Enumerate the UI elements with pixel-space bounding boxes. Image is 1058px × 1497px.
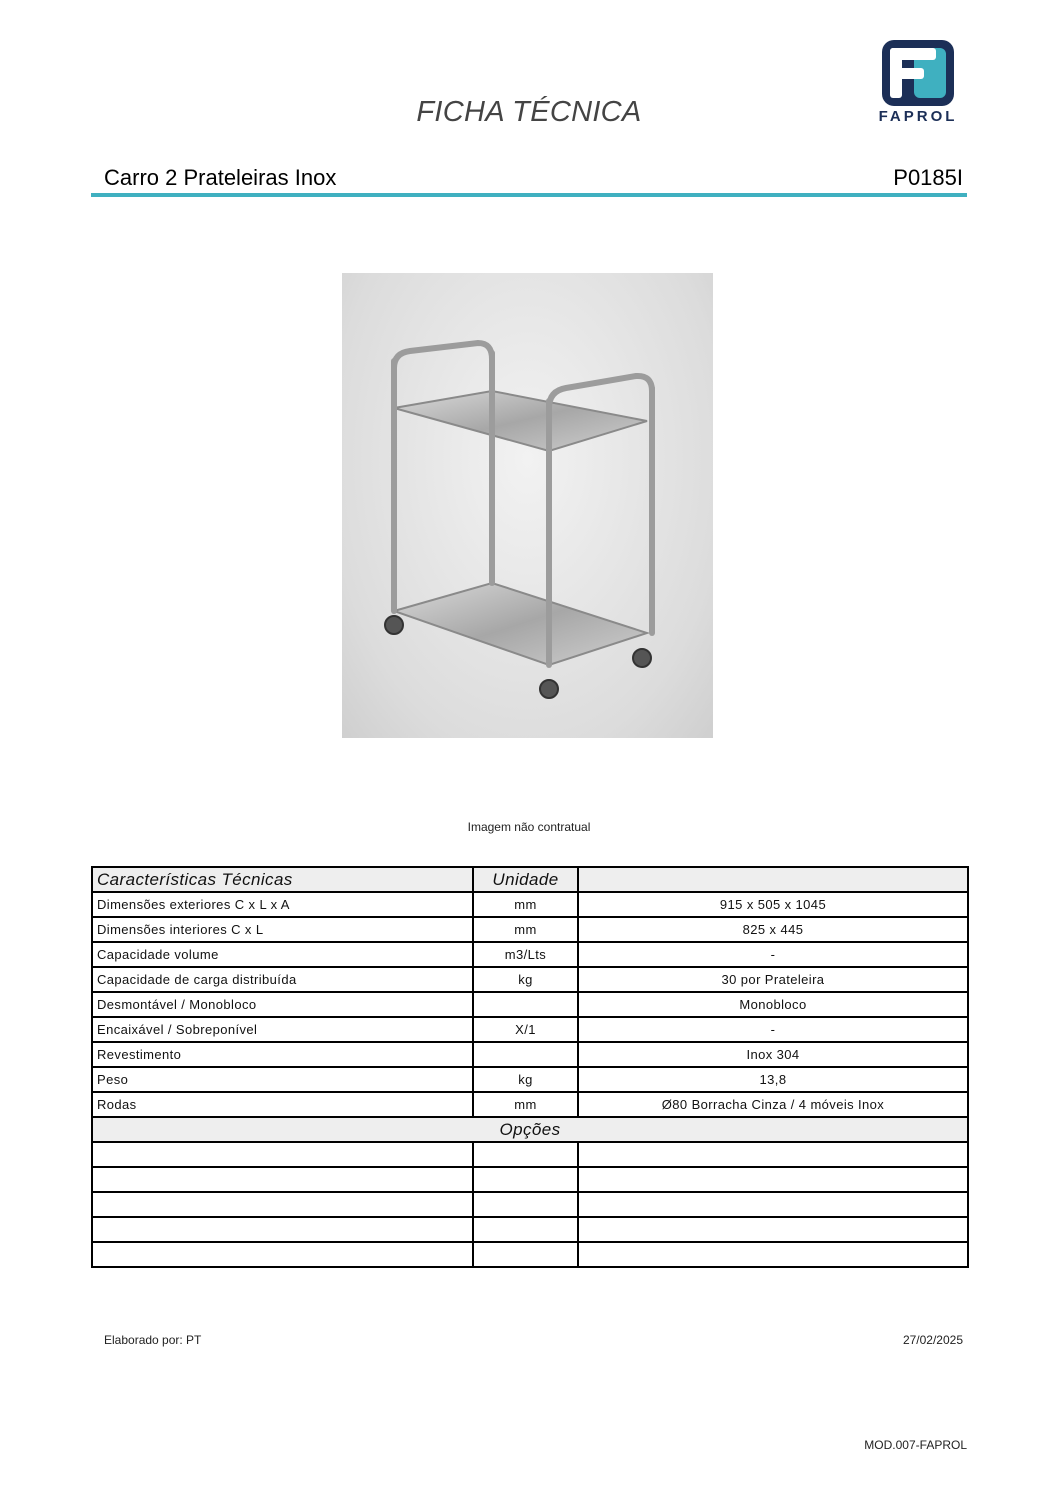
- image-caption: Imagem não contratual: [467, 820, 591, 834]
- row-label: Capacidade volume: [92, 942, 473, 967]
- table-row: [92, 1017, 968, 1042]
- option-label: [92, 1142, 473, 1167]
- option-label: [92, 1192, 473, 1217]
- table-row: [92, 1042, 968, 1067]
- table-row: [92, 917, 968, 942]
- row-label: Encaixável / Sobreponível: [92, 1017, 473, 1042]
- row-unit: mm: [473, 917, 578, 942]
- row-unit: mm: [473, 892, 578, 917]
- option-unit: [473, 1217, 578, 1242]
- header-characteristics: Características Técnicas: [92, 867, 473, 892]
- row-value: -: [578, 1017, 968, 1042]
- table-row: [92, 1067, 968, 1092]
- table-row: [92, 892, 968, 917]
- option-value: [578, 1167, 968, 1192]
- specifications-table: [91, 866, 969, 1268]
- table-row: [92, 1092, 968, 1117]
- row-label: Revestimento: [92, 1042, 473, 1067]
- row-label: Dimensões exteriores C x L x A: [92, 892, 473, 917]
- faprol-logo: [868, 38, 968, 130]
- option-unit: [473, 1192, 578, 1217]
- row-unit: mm: [473, 1092, 578, 1117]
- option-row: [92, 1142, 968, 1167]
- row-label: Rodas: [92, 1092, 473, 1117]
- option-row: [92, 1217, 968, 1242]
- product-code: P0185I: [893, 165, 963, 190]
- row-value: 915 x 505 x 1045: [578, 892, 968, 917]
- brand-name: FAPROL: [878, 108, 958, 125]
- header-divider: [91, 193, 967, 197]
- row-unit: kg: [473, 1067, 578, 1092]
- header-value: [578, 867, 968, 892]
- row-unit: [473, 992, 578, 1017]
- option-row: [92, 1167, 968, 1192]
- option-unit: [473, 1142, 578, 1167]
- option-value: [578, 1242, 968, 1267]
- option-label: [92, 1242, 473, 1267]
- option-unit: [473, 1242, 578, 1267]
- row-value: 30 por Prateleira: [578, 967, 968, 992]
- row-unit: [473, 1042, 578, 1067]
- table-header-row: [92, 867, 968, 892]
- row-value: Ø80 Borracha Cinza / 4 móveis Inox: [578, 1092, 968, 1117]
- prepared-by: Elaborado por: PT: [104, 1333, 202, 1347]
- row-unit: kg: [473, 967, 578, 992]
- row-label: Dimensões interiores C x L: [92, 917, 473, 942]
- model-reference: MOD.007-FAPROL: [864, 1438, 967, 1452]
- table-row: [92, 992, 968, 1017]
- row-value: 13,8: [578, 1067, 968, 1092]
- row-value: 825 x 445: [578, 917, 968, 942]
- product-name: Carro 2 Prateleiras Inox: [104, 165, 337, 190]
- option-label: [92, 1217, 473, 1242]
- product-photo: [342, 273, 713, 738]
- row-label: Peso: [92, 1067, 473, 1092]
- option-label: [92, 1167, 473, 1192]
- option-row: [92, 1242, 968, 1267]
- row-unit: X/1: [473, 1017, 578, 1042]
- option-value: [578, 1192, 968, 1217]
- faprol-logo-mark-icon: [868, 38, 968, 108]
- header-unit: Unidade: [473, 867, 578, 892]
- table-row: [92, 942, 968, 967]
- table-row: [92, 967, 968, 992]
- document-title: FICHA TÉCNICA: [416, 96, 642, 128]
- row-value: Monobloco: [578, 992, 968, 1017]
- option-value: [578, 1217, 968, 1242]
- row-label: Capacidade de carga distribuída: [92, 967, 473, 992]
- row-value: -: [578, 942, 968, 967]
- option-unit: [473, 1167, 578, 1192]
- option-value: [578, 1142, 968, 1167]
- options-header-row: [92, 1117, 968, 1142]
- document-date: 27/02/2025: [902, 1333, 963, 1347]
- option-row: [92, 1192, 968, 1217]
- options-title: Opções: [92, 1117, 968, 1142]
- row-unit: m3/Lts: [473, 942, 578, 967]
- row-value: Inox 304: [578, 1042, 968, 1067]
- trolley-illustration: [342, 273, 713, 738]
- row-label: Desmontável / Monobloco: [92, 992, 473, 1017]
